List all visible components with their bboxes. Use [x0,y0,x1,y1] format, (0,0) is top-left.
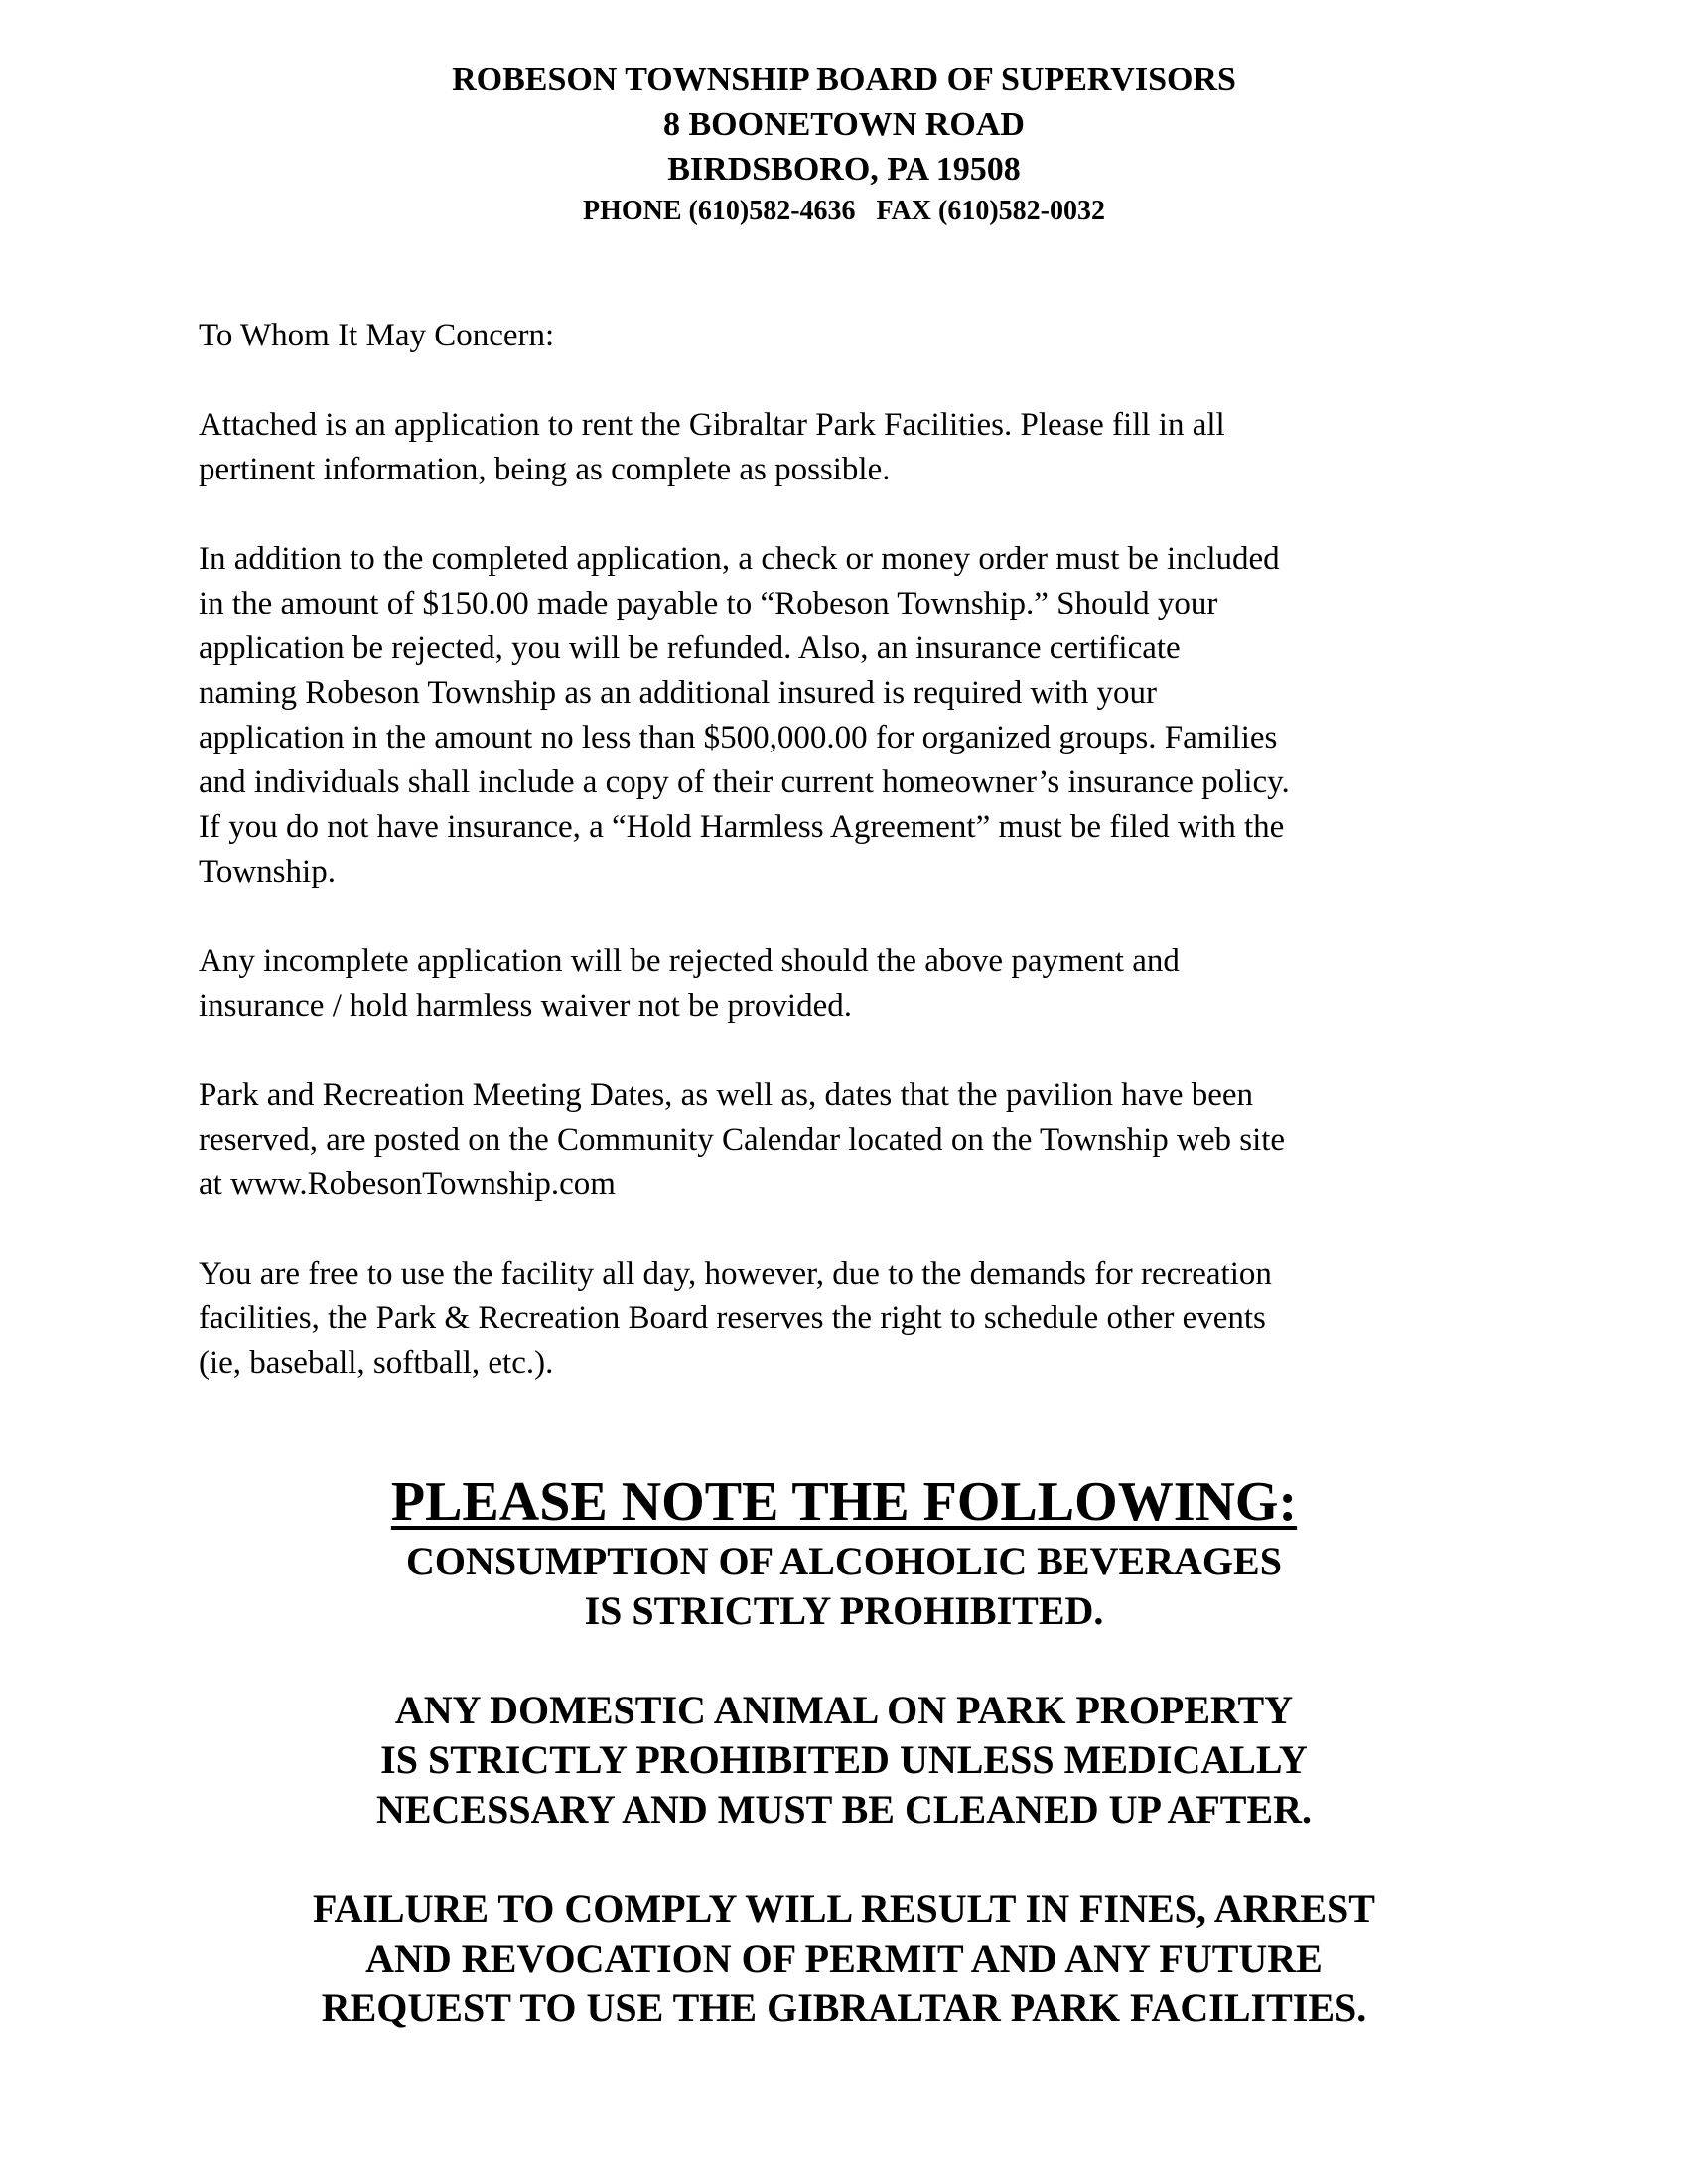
paragraph-application: Attached is an application to rent the Gibraltar Park Facilities. Please fill in all pertinent information, being as complete as possible. [199,407,1225,487]
notice-animals: ANY DOMESTIC ANIMAL ON PARK PROPERTY IS STRICTLY PROHIBITED UNLESS MEDICALLY NECESSARY AND MUST BE CLEANED UP AFTER. [375,1688,1313,1832]
city-state-zip: BIRDSBORO, PA 19508 [667,151,1021,188]
paragraph-payment-insurance: In addition to the completed application, a check or money order must be included in the amount of $150.00 made payable to “Robeson Township.” Should your application be rejected, you will be refunded. Also, an insurance certificate naming Robeson Township as an additional insured is required with your application in the amount no less than $500,000.00 for organized groups. Families and individuals shall include a copy of their current homeowner’s insurance policy. If you do not have insurance, a “Hold Harmless Agreement” must be filed with the Township. [199,541,1290,889]
paragraph-facility-use: You are free to use the facility all day, however, due to the demands for recreation facilities, the Park & Recreation Board reserves the right to schedule other events (ie, baseball, softball, etc.). [199,1256,1272,1381]
paragraph-incomplete-application: Any incomplete application will be rejected should the above payment and insurance / hold harmless waiver not be provided. [199,943,1180,1024]
letter-body [199,314,1509,1431]
paragraph-meeting-dates: Park and Recreation Meeting Dates, as well as, dates that the pavilion have been reserved, are posted on the Community Calendar located on the Township web site at www.RobesonTownship.com [199,1077,1286,1202]
letterhead [0,58,1688,231]
salutation: To Whom It May Concern: [199,318,555,353]
notice-section [0,1467,1688,2083]
notice-alcohol: CONSUMPTION OF ALCOHOLIC BEVERAGES IS STRICTLY PROHIBITED. [406,1539,1282,1633]
phone-fax-line: PHONE (610)582-4636 FAX (610)582-0032 [583,196,1105,226]
street-address: 8 BOONETOWN ROAD [663,106,1025,143]
organization-name: ROBESON TOWNSHIP BOARD OF SUPERVISORS [452,62,1236,98]
notice-heading: PLEASE NOTE THE FOLLOWING: [390,1471,1298,1533]
notice-penalty: FAILURE TO COMPLY WILL RESULT IN FINES, ARREST AND REVOCATION OF PERMIT AND ANY FUTURE REQUEST TO USE THE GIBRALTAR PARK FACILITIES. [313,1886,1375,2030]
